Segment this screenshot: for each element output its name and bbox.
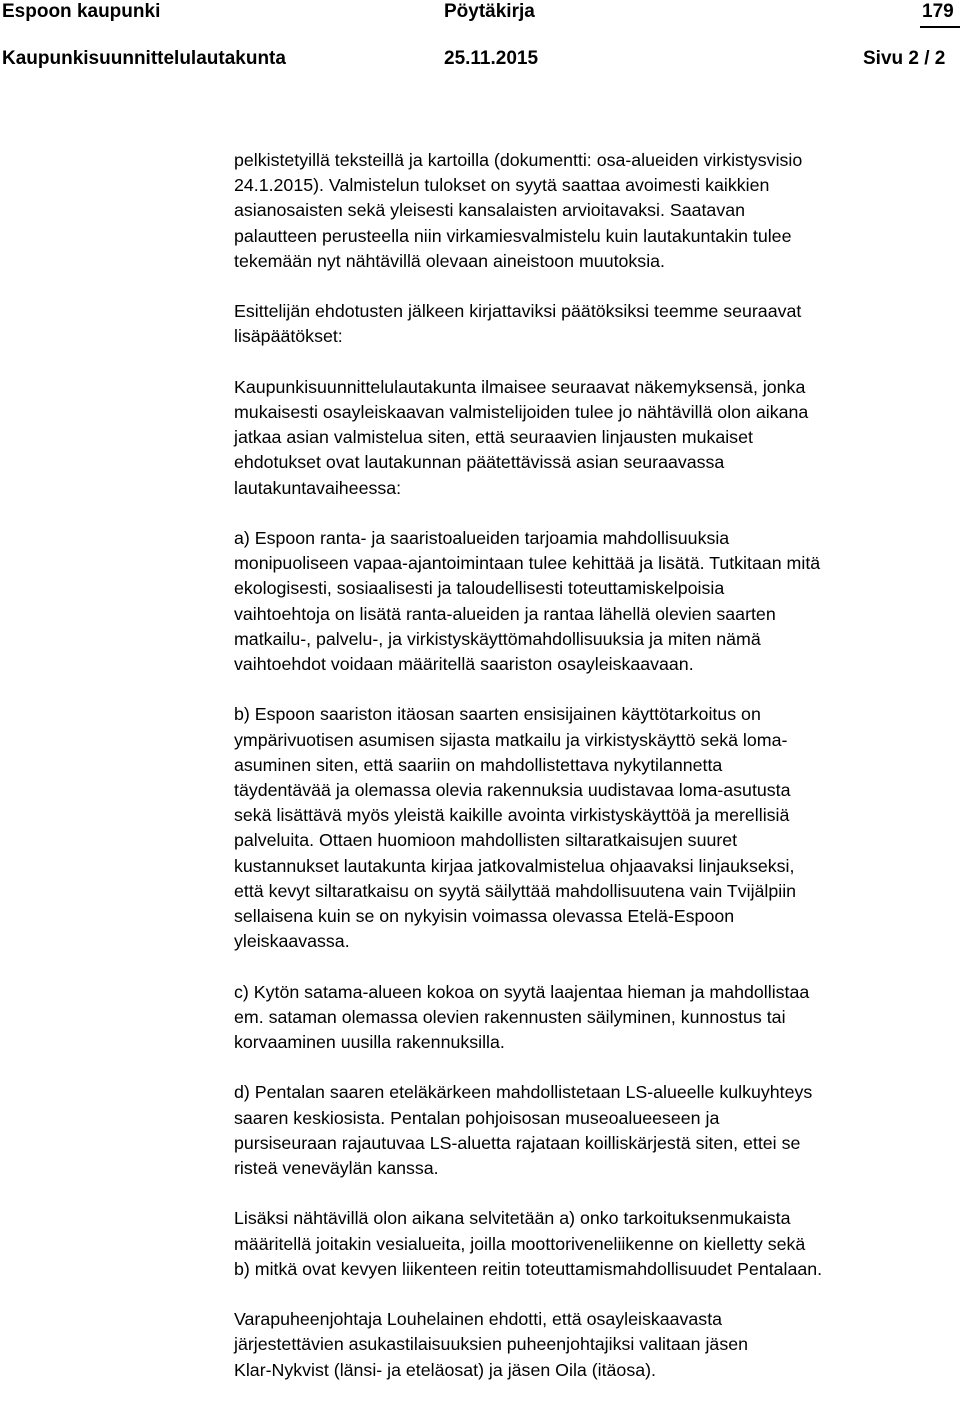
- text-line: ekologisesti, sosiaalisesti ja taloudellisesti toteuttamiskelpoisia: [234, 578, 725, 599]
- text-line: b) mitkä ovat kevyen liikenteen reitin toteuttamismahdollisuudet Pentalaan.: [234, 1258, 823, 1279]
- text-line: c) Kytön satama-alueen kokoa on syytä laajentaa hieman ja mahdollistaa: [234, 981, 810, 1002]
- text-line: lautakuntavaiheessa:: [234, 477, 402, 498]
- paragraph: [234, 148, 960, 274]
- section-number: 179: [922, 1, 954, 22]
- paragraph: [234, 702, 960, 954]
- text-line: yleiskaavassa.: [234, 931, 350, 952]
- text-line: määritellä joitakin vesialueita, joilla moottoriveneliikenne on kielletty sekä: [234, 1233, 806, 1254]
- text-line: järjestettävien asukastilaisuuksien puheenjohtajiksi valitaan jäsen: [234, 1334, 748, 1355]
- text-line: että kevyt siltaratkaisu on syytä säilyttää mahdollisuutena vain Tvijälpiin: [234, 880, 797, 901]
- text-line: korvaaminen uusilla rakennuksilla.: [234, 1032, 505, 1053]
- text-line: Esittelijän ehdotusten jälkeen kirjattaviksi päätöksiksi teemme seuraavat: [234, 301, 802, 322]
- paragraph: [234, 1206, 960, 1282]
- text-line: palautteen perusteella niin virkamiesvalmistelu kuin lautakuntakin tulee: [234, 225, 792, 246]
- text-line: monipuoliseen vapaa-ajantoimintaan tulee kehittää ja lisätä. Tutkitaan mitä: [234, 553, 821, 574]
- paragraph: [234, 1307, 960, 1383]
- text-line: pursiseuraan rajautuvaa LS-aluetta rajataan koilliskärjestä siten, ettei se: [234, 1132, 801, 1153]
- org-name: Espoon kaupunki: [2, 1, 161, 22]
- text-line: Kaupunkisuunnittelulautakunta ilmaisee seuraavat näkemyksensä, jonka: [234, 376, 806, 397]
- text-line: pelkistetyillä teksteillä ja kartoilla (dokumentti: osa-alueiden virkistysvisio: [234, 150, 803, 170]
- text-line: d) Pentalan saaren eteläkärkeen mahdollistetaan LS-alueelle kulkuyhteys: [234, 1082, 813, 1103]
- text-line: sellaisena kuin se on nykyisin voimassa olevassa Etelä-Espoon: [234, 906, 735, 927]
- text-line: palveluita. Ottaen huomioon mahdollisten siltaratkaisujen suuret: [234, 830, 738, 851]
- text-line: tekemään nyt nähtävillä olevaan aineistoon muutoksia.: [234, 250, 665, 271]
- text-line: kustannukset lautakunta kirjaa jatkovalmistelua ohjaavaksi linjaukseksi,: [234, 855, 795, 876]
- text-line: b) Espoon saariston itäosan saarten ensisijainen käyttötarkoitus on: [234, 704, 761, 725]
- text-line: a) Espoon ranta- ja saaristoalueiden tarjoamia mahdollisuuksia: [234, 528, 730, 548]
- page-number: Sivu 2 / 2: [863, 48, 946, 69]
- text-line: mukaisesti osayleiskaavan valmistelijoiden tulee jo nähtävillä olon aikana: [234, 402, 809, 422]
- meeting-date: 25.11.2015: [444, 48, 539, 69]
- text-line: Klar-Nykvist (länsi- ja eteläosat) ja jäsen Oila (itäosa).: [234, 1359, 656, 1380]
- paragraph: [234, 375, 960, 501]
- text-line: saaren keskiosista. Pentalan pohjoisosan museoalueeseen ja: [234, 1107, 720, 1128]
- text-line: asuminen siten, että saariin on mahdollistettava nykytilannetta: [234, 754, 723, 775]
- text-line: risteä veneväylän kanssa.: [234, 1158, 439, 1179]
- text-line: em. sataman olemassa olevien rakennusten säilyminen, kunnostus tai: [234, 1006, 786, 1027]
- document-type: Pöytäkirja: [444, 1, 535, 22]
- text-line: ehdotukset ovat lautakunnan päätettävissä asian seuraavassa: [234, 452, 725, 473]
- text-line: ympärivuotisen asumisen sijasta matkailu ja virkistyskäyttö sekä loma-: [234, 729, 788, 750]
- text-line: sekä lisättävä myös yleistä kaikille avointa virkistyskäyttöä ja merellisiä: [234, 805, 790, 826]
- text-line: vaihtoehdot voidaan määritellä saariston osayleiskaavaan.: [234, 654, 694, 675]
- committee-name: Kaupunkisuunnittelulautakunta: [2, 48, 286, 69]
- paragraph: [234, 526, 960, 677]
- text-line: matkailu-, palvelu-, ja virkistyskäyttömahdollisuuksia ja miten nämä: [234, 628, 761, 649]
- text-line: asianosaisten sekä yleisesti kansalaisten arvioitavaksi. Saatavan: [234, 200, 745, 221]
- text-line: lisäpäätökset:: [234, 326, 343, 347]
- text-line: jatkaa asian valmistelua siten, että seuraavien linjausten mukaiset: [234, 427, 753, 448]
- document-body: [234, 148, 960, 1408]
- paragraph: [234, 1080, 960, 1181]
- section-number-underline: [920, 26, 960, 28]
- text-line: Lisäksi nähtävillä olon aikana selvitetään a) onko tarkoituksenmukaista: [234, 1208, 791, 1229]
- text-line: täydentävää ja olemassa olevia rakennuksia uudistavaa loma-asutusta: [234, 780, 791, 801]
- text-line: vaihtoehtoja on lisätä ranta-alueiden ja rantaa lähellä olevien saarten: [234, 603, 776, 624]
- paragraph: [234, 980, 960, 1056]
- text-line: 24.1.2015). Valmistelun tulokset on syytä saattaa avoimesti kaikkien: [234, 175, 770, 196]
- paragraph: [234, 299, 960, 349]
- text-line: Varapuheenjohtaja Louhelainen ehdotti, että osayleiskaavasta: [234, 1309, 723, 1330]
